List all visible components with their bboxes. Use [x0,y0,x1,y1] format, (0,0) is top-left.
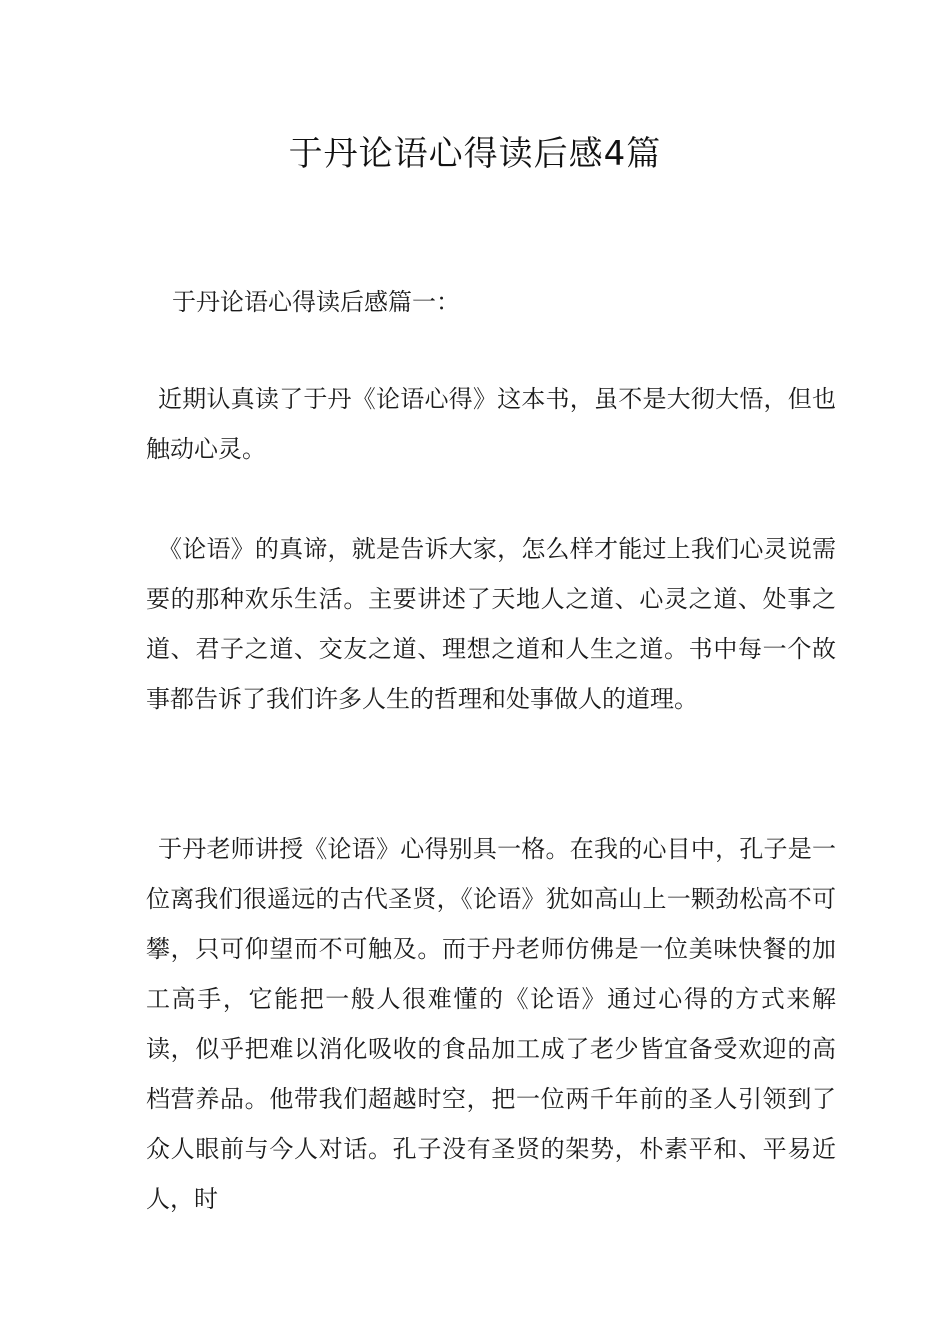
paragraph-1: 近期认真读了于丹《论语心得》这本书，虽不是大彻大悟，但也触动心灵。 [146,385,836,463]
paragraph-3: 于丹老师讲授《论语》心得别具一格。在我的心目中，孔子是一位离我们很遥远的古代圣贤，《论语》犹如高山上一颗劲松高不可攀，只可仰望而不可触及。而于丹老师仿佛是一位美味快餐的加工高手，它能把一般人很难懂的《论语》通过心得的方式来解读，似乎把难以消化吸收的食品加工成了老少皆宜备受欢迎的高档营养品。他带我们超越时空，把一位两千年前的圣人引领到了众人眼前与今人对话。孔子没有圣贤的架势，朴素平和、平易近人，时 [146,835,836,1213]
document-title: 于丹论语心得读后感4篇 [288,134,662,174]
paragraph-2: 《论语》的真谛，就是告诉大家，怎么样才能过上我们心灵说需要的那种欢乐生活。主要讲述了天地人之道、心灵之道、处事之道、君子之道、交友之道、理想之道和人生之道。书中每一个故事都告诉了我们许多人生的哲理和处事做人的道理。 [146,535,836,713]
section-heading: 于丹论语心得读后感篇一： [172,288,460,316]
